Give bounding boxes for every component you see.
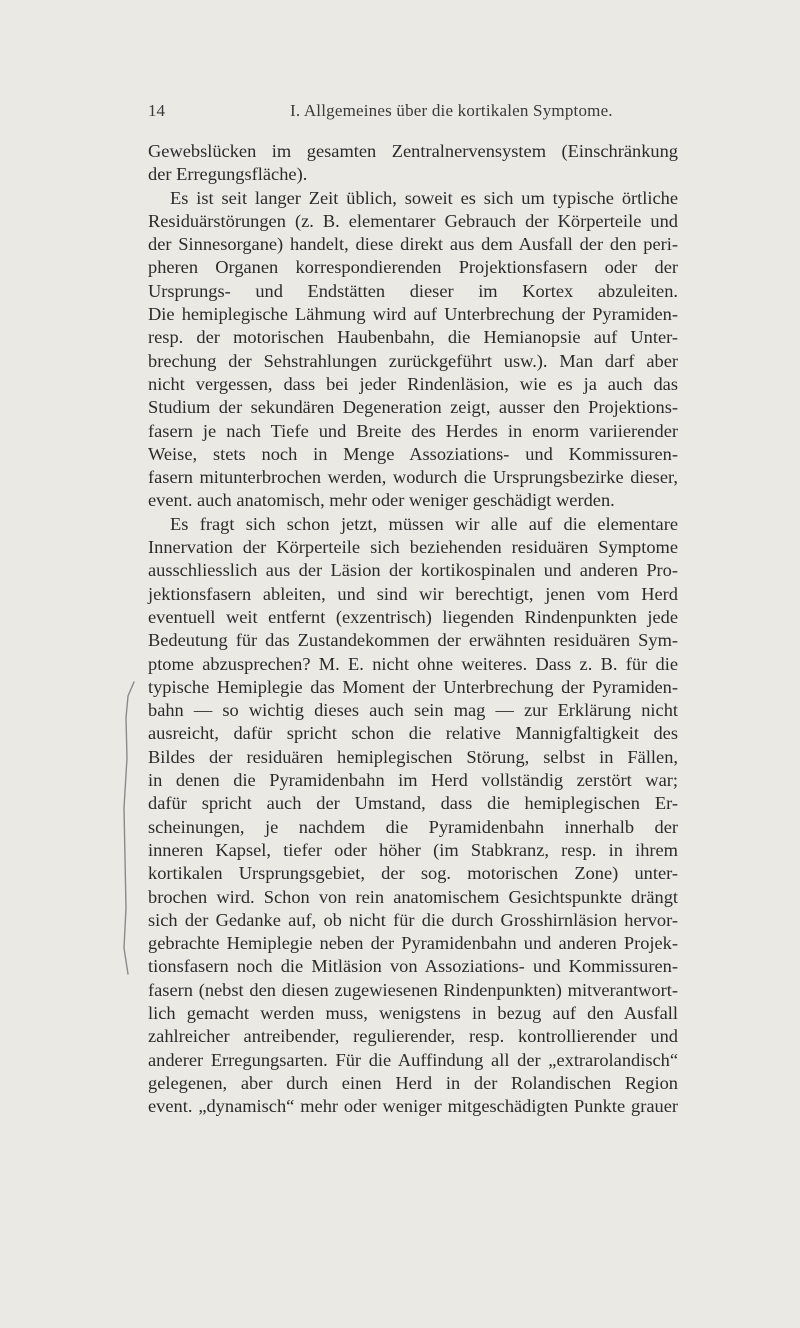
text-line: sich der Gedanke auf, ob nicht für die durch Grosshirnläsion hervor- — [148, 909, 678, 930]
text-line: Bedeutung für das Zustandekommen der erwähnten residuären Sym- — [148, 630, 678, 651]
text-line: Die hemiplegische Lähmung wird auf Unterbrechung der Pyramiden- — [148, 304, 678, 325]
text-line: resp. der motorischen Haubenbahn, die Hemianopsie auf Unter- — [148, 327, 678, 348]
text-line: Gewebslücken im gesamten Zentralnervensystem (Einschränkung — [148, 141, 678, 161]
text-line: Residuärstörungen (z. B. elementarer Gebrauch der Körperteile und — [148, 210, 678, 231]
text-line: inneren Kapsel, tiefer oder höher (im Stabkranz, resp. in ihrem — [148, 839, 678, 860]
text-line: gebrachte Hemiplegie neben der Pyramidenbahn und anderen Projek- — [148, 933, 678, 954]
text-line: Es ist seit langer Zeit üblich, soweit es sich um typische örtliche — [170, 187, 678, 208]
text-line: der Erregungsfläche). — [148, 164, 308, 185]
text-line: fasern (nebst den diesen zugewiesenen Rindenpunkten) mitverantwort- — [148, 979, 678, 1000]
text-line: Studium der sekundären Degeneration zeigt, ausser den Projektions- — [148, 397, 678, 418]
text-line: fasern mitunterbrochen werden, wodurch die Ursprungsbezirke dieser, — [148, 467, 678, 488]
text-line: lich gemacht werden muss, wenigstens in bezug auf den Ausfall — [148, 1002, 678, 1023]
text-line: anderer Erregungsarten. Für die Auffindung all der „extrarolandisch“ — [148, 1049, 678, 1070]
text-line: brochen wird. Schon von rein anatomischem Gesichtspunkte drängt — [148, 886, 678, 907]
text-line: fasern je nach Tiefe und Breite des Herdes in enorm variierender — [148, 420, 678, 441]
text-line: ptome abzusprechen? M. E. nicht ohne weiteres. Dass z. B. für die — [148, 653, 678, 674]
body-text — [148, 140, 678, 1118]
text-line: jektionsfasern ableiten, und sind wir berechtigt, jenen vom Herd — [148, 583, 678, 604]
text-line: Weise, stets noch in Menge Assoziations- und Kommissuren- — [148, 443, 678, 464]
text-line: bahn — so wichtig dieses auch sein mag — zur Erklärung nicht — [148, 700, 678, 721]
text-line: typische Hemiplegie das Moment der Unterbrechung der Pyramiden- — [148, 676, 678, 697]
text-line: eventuell weit entfernt (exzentrisch) liegenden Rindenpunkten jede — [148, 606, 678, 627]
text-line: Es fragt sich schon jetzt, müssen wir alle auf die elementare — [170, 513, 678, 534]
page-number: 14 — [148, 101, 165, 120]
text-line: scheinungen, je nachdem die Pyramidenbahn innerhalb der — [148, 816, 678, 837]
text-line: ausschliesslich aus der Läsion der kortikospinalen und anderen Pro- — [148, 560, 678, 581]
text-line: der Sinnesorgane) handelt, diese direkt aus dem Ausfall der den peri- — [148, 234, 678, 255]
running-header — [118, 101, 678, 125]
text-line: tionsfasern noch die Mitläsion von Assoziations- und Kommissuren- — [148, 956, 678, 977]
text-line: Innervation der Körperteile sich beziehenden residuären Symptome — [148, 537, 678, 558]
text-line: pheren Organen korrespondierenden Projektionsfasern oder der — [148, 257, 678, 278]
text-line: Ursprungs- und Endstätten dieser im Kortex abzuleiten. — [148, 280, 678, 301]
text-line: zahlreicher antreibender, regulierender, resp. kontrollierender und — [148, 1026, 678, 1047]
text-line: ausreicht, dafür spricht schon die relative Mannigfaltigkeit des — [148, 723, 678, 744]
text-line: nicht vergessen, dass bei jeder Rindenläsion, wie es ja auch das — [148, 373, 678, 394]
text-line: event. „dynamisch“ mehr oder weniger mitgeschädigten Punkte grauer — [148, 1096, 678, 1117]
text-line: event. auch anatomisch, mehr oder weniger geschädigt werden. — [148, 490, 615, 511]
text-line: brechung der Sehstrahlungen zurückgeführt usw.). Man darf aber — [148, 350, 678, 371]
margin-pencil-mark — [120, 678, 140, 978]
text-line: in denen die Pyramidenbahn im Herd vollständig zerstört war; — [148, 770, 678, 791]
running-title: I. Allgemeines über die kortikalen Symptome. — [290, 101, 613, 120]
text-line: dafür spricht auch der Umstand, dass die hemiplegischen Er- — [148, 793, 678, 814]
text-line: gelegenen, aber durch einen Herd in der Rolandischen Region — [148, 1072, 678, 1093]
text-line: Bildes der residuären hemiplegischen Störung, selbst in Fällen, — [148, 746, 678, 767]
text-line: kortikalen Ursprungsgebiet, der sog. motorischen Zone) unter- — [148, 863, 678, 884]
